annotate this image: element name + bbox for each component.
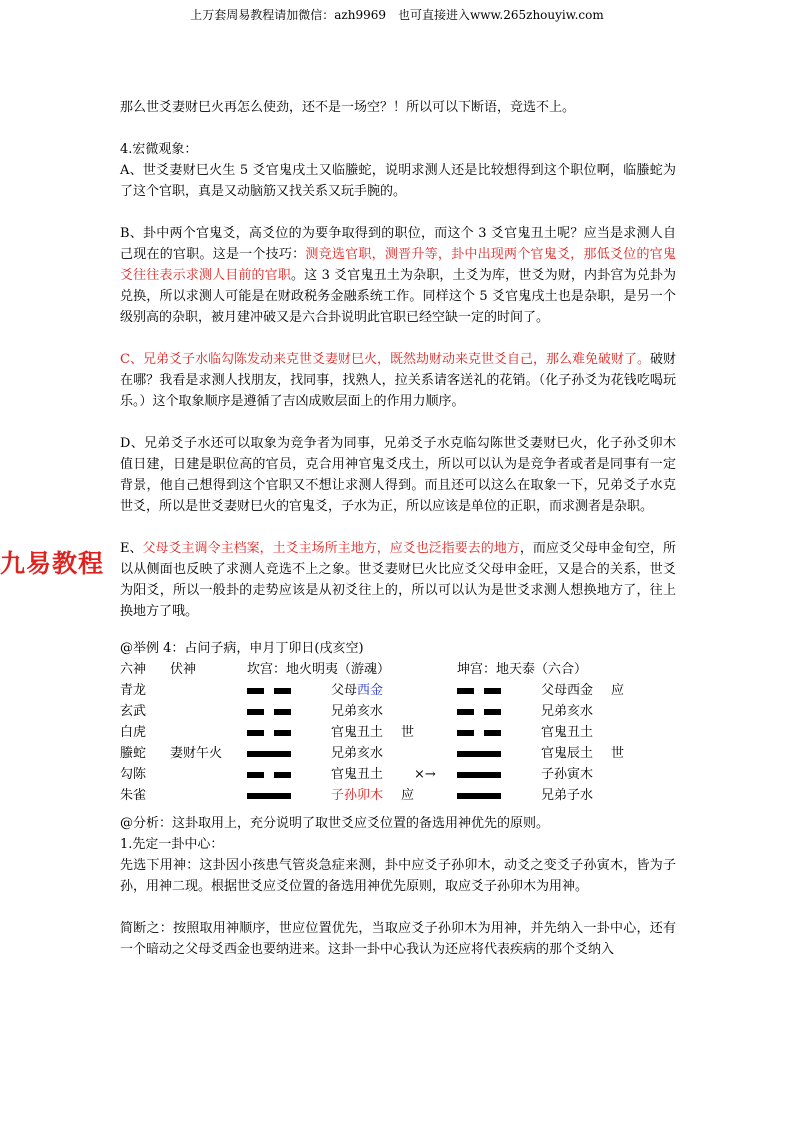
six-spirit-label: 青龙 (120, 683, 147, 698)
six-spirit-label: 螣蛇 (120, 746, 147, 761)
six-spirit-label: 玄武 (120, 704, 147, 719)
moving-line-arrow: ×→ (414, 767, 436, 782)
hexagram-row (120, 785, 676, 806)
paragraph-e (120, 538, 676, 622)
hexagram-row (120, 764, 676, 785)
six-spirit-label: 白虎 (120, 725, 147, 740)
paragraph-b-highlight: 测竞选官职，测晋升等，卦中出现两个官鬼爻，那低爻位的官鬼爻往往表示求测人目前的官职 (120, 247, 676, 283)
right-line-marker: 应 (611, 683, 625, 698)
left-line-label: 官鬼丑土 (331, 767, 384, 782)
left-line-marker: 世 (401, 725, 415, 740)
hidden-spirit-label: 妻财午火 (170, 746, 223, 761)
paragraph-c-highlight: C、兄弟爻子水临勾陈发动来克世爻妻财巳火，既然劫财动来克世爻自己，那么难免破财了。 (120, 352, 650, 367)
paragraph-a: A、世爻妻财巳火生 5 爻官鬼戌土又临螣蛇，说明求测人还是比较想得到这个职位啊，临螣蛇为了这个官职，真是又动脑筋又找关系又玩手腕的。 (120, 163, 676, 199)
yin-line-left (247, 688, 291, 694)
paragraph-e-highlight: 父母爻主调令主档案，土爻主场所主地方，应爻也泛指要去的地方 (142, 541, 520, 556)
left-line-label: 兄弟亥水 (331, 704, 384, 719)
right-line-label: 官鬼辰土 (541, 746, 594, 761)
col-six-spirits: 六神 (120, 662, 147, 677)
paragraph-e-text: ，而应爻父母申金旬空，所以从侧面也反映了求测人竞选不上之象。世爻妻财巳火比应爻父母申金旺，又是合的关系，世爻为阳爻，所以一般卦的走势应该是从初爻往上的，所以可以认为是世爻求测人想换地方了，往上换地方了哦。 (120, 541, 676, 619)
right-line-label: 子孙寅木 (541, 767, 594, 782)
hexagram-row (120, 701, 676, 722)
left-line-marker: 应 (401, 788, 415, 803)
yin-line-right (457, 730, 501, 736)
yang-line-left (247, 793, 291, 799)
paragraph-b-text: B、卦中两个官鬼爻，高爻位的为要争取得到的职位，而这个 3 爻官鬼丑土呢？应当是求测人自己现在的官职。这是一个技巧： (120, 226, 676, 262)
right-line-label: 兄弟子水 (541, 788, 594, 803)
col-hidden-spirit: 伏神 (170, 662, 197, 677)
paragraph-c (120, 349, 676, 412)
left-line-label: 父母 (331, 683, 358, 698)
yin-line-left (247, 730, 291, 736)
paragraph-conclusion: 那么世爻妻财巳火再怎么使劲，还不是一场空？！所以可以下断语，竞选不上。 (120, 100, 576, 115)
left-hexagram-title: 坎宫：地火明夷（游魂） (247, 662, 391, 677)
analysis-title: @分析：这卦取用上，充分说明了取世爻应爻位置的备选用神优先的原则。 (120, 816, 550, 831)
six-spirit-label: 朱雀 (120, 788, 147, 803)
yang-line-right (457, 793, 501, 799)
document-body (120, 97, 676, 960)
yin-line-left (247, 709, 291, 715)
left-line-label: 兄弟亥水 (331, 746, 384, 761)
right-hexagram-title: 坤宫：地天泰（六合） (457, 662, 588, 677)
right-line-label: 父母西金 (541, 683, 594, 698)
left-line-label: 官鬼丑土 (331, 725, 384, 740)
right-line-marker: 世 (611, 746, 625, 761)
hexagram-table (120, 659, 676, 803)
watermark-logo: 九易教程 (0, 549, 105, 578)
page-header: 上万套周易教程请加微信：azh9969 也可直接进入www.265zhouyiw.com (190, 8, 604, 22)
hexagram-row (120, 680, 676, 701)
yin-line-left (247, 772, 291, 778)
paragraph-c-text: 破财在哪？我看是求测人找朋友，找同事，找熟人，拉关系请客送礼的花销。（化子孙爻为花钱吃喝玩乐。）这个取象顺序是遵循了吉凶成败层面上的作用力顺序。 (120, 352, 676, 409)
yin-line-right (457, 688, 501, 694)
paragraph-d: D、兄弟爻子水还可以取象为竞争者为同事，兄弟爻子水克临勾陈世爻妻财巳火，化子孙爻卯木值日建，日建是职位高的官员，克合用神官鬼爻戌土，所以可以认为是竞争者或者是同事有一定背景，他自己想得到这个官职又不想让求测人得到。而且还可以这么在取象一下，兄弟爻子水克世爻，所以是世爻妻财巳火的官鬼爻，子水为正，所以应该是单位的正职，而求测者是杂职。 (120, 436, 676, 514)
section-title: 4.宏微观象： (120, 142, 198, 157)
right-line-label: 兄弟亥水 (541, 704, 594, 719)
analysis-step-1: 1.先定一卦中心： (120, 837, 224, 852)
hexagram-row (120, 743, 676, 764)
paragraph-b (120, 223, 676, 328)
left-line-highlight: 西金 (357, 683, 384, 698)
right-line-label: 官鬼丑土 (541, 725, 594, 740)
yang-line-right (457, 772, 501, 778)
yin-line-right (457, 709, 501, 715)
left-line-highlight: 子孙卯木 (331, 788, 384, 803)
example-title: @举例 4：占问子病，申月丁卯日(戌亥空) (120, 641, 364, 656)
analysis-paragraph-2: 简断之：按照取用神顺序，世应位置优先，当取应爻子孙卯木为用神，并先纳入一卦中心，还有一个暗动之父母爻西金也要纳进来。这卦一卦中心我认为还应将代表疾病的那个爻纳入 (120, 921, 676, 957)
paragraph-b-text-2: 。这 3 爻官鬼丑土为杂职，土爻为库，世爻为财，内卦宫为兑卦为兑换，所以求测人可能是在财政税务金融系统工作。同样这个 5 爻官鬼戌土也是杂职，是另一个级别高的杂职，被月建冲破又是六合卦说明此官职已经空缺一定的时间了。 (120, 268, 676, 325)
six-spirit-label: 勾陈 (120, 767, 147, 782)
paragraph-e-label: E、 (120, 541, 143, 556)
hexagram-header-row (120, 659, 676, 680)
hexagram-row (120, 722, 676, 743)
analysis-paragraph-1: 先选下用神：这卦因小孩患气管炎急症来测，卦中应爻子孙卯木，动爻之变爻子孙寅木，皆为子孙，用神二现。根据世爻应爻位置的备选用神优先原则，取应爻子孙卯木为用神。 (120, 858, 676, 894)
yang-line-left (247, 751, 291, 757)
yang-line-right (457, 751, 501, 757)
